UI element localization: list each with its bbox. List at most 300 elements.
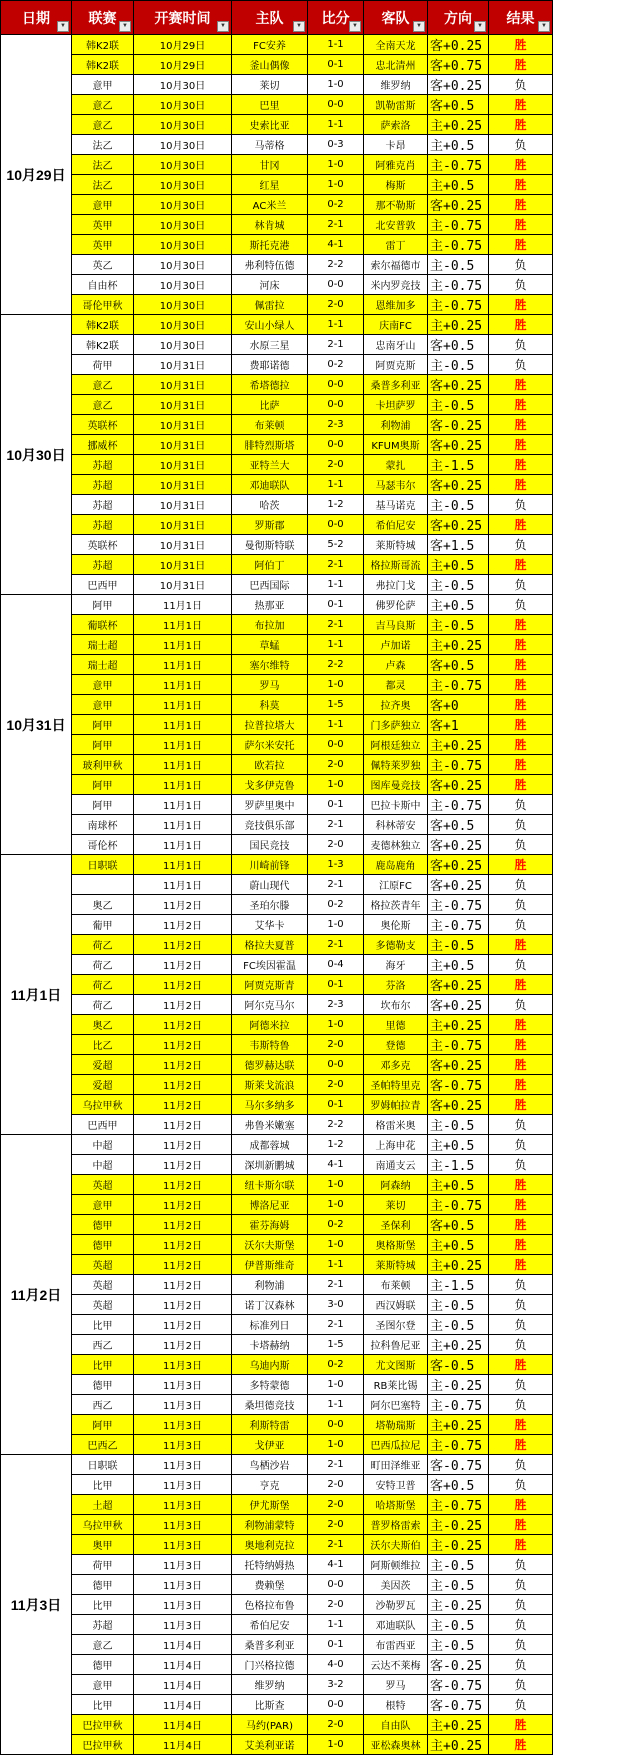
cell-away-team: 莱切 (364, 1195, 428, 1215)
cell-home-team: 利物浦蒙特 (232, 1515, 308, 1535)
table-row (1, 415, 553, 435)
cell-date: 10月29日 (1, 35, 72, 315)
cell-score: 2-0 (308, 1595, 364, 1615)
cell-home-team: 邓迪联队 (232, 475, 308, 495)
cell-result: 负 (489, 1375, 553, 1395)
table-row (1, 615, 553, 635)
cell-direction: 主-0.75 (428, 1195, 489, 1215)
cell-time: 11月2日 (134, 935, 232, 955)
cell-result: 负 (489, 1575, 553, 1595)
cell-score: 2-1 (308, 555, 364, 575)
cell-league: 阿甲 (72, 795, 134, 815)
cell-league: 荷乙 (72, 995, 134, 1015)
cell-time: 11月4日 (134, 1635, 232, 1655)
cell-score: 0-0 (308, 1055, 364, 1075)
filter-dropdown-icon[interactable]: ▼ (413, 21, 425, 32)
cell-league: 阿甲 (72, 735, 134, 755)
cell-result: 负 (489, 835, 553, 855)
cell-home-team: 河床 (232, 275, 308, 295)
cell-league: 葡联杯 (72, 615, 134, 635)
cell-league: 英联杯 (72, 415, 134, 435)
cell-result: 胜 (489, 1015, 553, 1035)
table-row (1, 335, 553, 355)
cell-direction: 主+0.25 (428, 635, 489, 655)
cell-result: 胜 (489, 1715, 553, 1735)
cell-direction: 主-0.25 (428, 1595, 489, 1615)
table-row (1, 875, 553, 895)
filter-dropdown-icon[interactable]: ▼ (349, 21, 361, 32)
cell-direction: 客+1.5 (428, 535, 489, 555)
cell-score: 1-1 (308, 475, 364, 495)
cell-direction: 主-0.75 (428, 1035, 489, 1055)
cell-home-team: 莱切 (232, 75, 308, 95)
cell-time: 11月3日 (134, 1555, 232, 1575)
table-row (1, 295, 553, 315)
cell-away-team: 布雷西亚 (364, 1635, 428, 1655)
cell-score: 1-0 (308, 1175, 364, 1195)
cell-time: 11月1日 (134, 715, 232, 735)
cell-result: 胜 (489, 375, 553, 395)
cell-score: 4-1 (308, 235, 364, 255)
cell-away-team: 圣图尔登 (364, 1315, 428, 1335)
cell-home-team: 戈多伊克鲁 (232, 775, 308, 795)
cell-time: 11月2日 (134, 1255, 232, 1275)
cell-direction: 客-0.75 (428, 1075, 489, 1095)
cell-time: 10月30日 (134, 275, 232, 295)
table-row (1, 1515, 553, 1535)
table-row (1, 1015, 553, 1035)
cell-time: 11月2日 (134, 1115, 232, 1135)
cell-result: 胜 (489, 1515, 553, 1535)
cell-league: 中超 (72, 1155, 134, 1175)
cell-league: 西乙 (72, 1395, 134, 1415)
cell-score: 1-5 (308, 695, 364, 715)
cell-away-team: 弗拉门戈 (364, 575, 428, 595)
cell-result: 胜 (489, 395, 553, 415)
cell-direction: 主-1.5 (428, 1155, 489, 1175)
cell-time: 11月4日 (134, 1675, 232, 1695)
cell-away-team: 佛罗伦萨 (364, 595, 428, 615)
cell-score: 0-4 (308, 955, 364, 975)
cell-home-team: 亚特兰大 (232, 455, 308, 475)
cell-score: 1-1 (308, 575, 364, 595)
cell-away-team: 邓多克 (364, 1055, 428, 1075)
cell-away-team: 登德 (364, 1035, 428, 1055)
cell-time: 10月30日 (134, 115, 232, 135)
cell-home-team: 塞尔维特 (232, 655, 308, 675)
cell-league: 德甲 (72, 1375, 134, 1395)
cell-away-team: 恩维加多 (364, 295, 428, 315)
cell-home-team: 戈伊亚 (232, 1435, 308, 1455)
filter-dropdown-icon[interactable]: ▼ (538, 21, 550, 32)
cell-league: 挪威杯 (72, 435, 134, 455)
cell-time: 10月31日 (134, 475, 232, 495)
cell-score: 0-1 (308, 975, 364, 995)
header-date: 日期 ▼ (1, 1, 72, 35)
cell-result: 胜 (489, 1055, 553, 1075)
cell-direction: 主-0.5 (428, 1295, 489, 1315)
cell-time: 11月1日 (134, 735, 232, 755)
cell-league: 阿甲 (72, 715, 134, 735)
table-row (1, 1635, 553, 1655)
table-row (1, 735, 553, 755)
cell-home-team: 桑坦德竞技 (232, 1395, 308, 1415)
cell-result: 胜 (489, 675, 553, 695)
cell-time: 11月2日 (134, 1135, 232, 1155)
cell-home-team: 奥地利克拉 (232, 1535, 308, 1555)
cell-away-team: 巴西瓜拉尼 (364, 1435, 428, 1455)
table-row (1, 935, 553, 955)
cell-direction: 主-0.75 (428, 215, 489, 235)
cell-direction: 客+0.25 (428, 835, 489, 855)
cell-league: 意甲 (72, 195, 134, 215)
cell-direction: 主+0.25 (428, 1715, 489, 1735)
cell-score: 2-1 (308, 875, 364, 895)
table-row (1, 395, 553, 415)
cell-result: 胜 (489, 1535, 553, 1555)
cell-result: 胜 (489, 1255, 553, 1275)
cell-time: 11月3日 (134, 1475, 232, 1495)
cell-direction: 主-0.75 (428, 155, 489, 175)
cell-home-team: 格拉夫夏普 (232, 935, 308, 955)
table-row (1, 1555, 553, 1575)
cell-time: 11月3日 (134, 1455, 232, 1475)
cell-direction: 客-0.75 (428, 1695, 489, 1715)
cell-away-team: 莱斯特城 (364, 535, 428, 555)
table-row (1, 815, 553, 835)
cell-away-team: 沃尔夫斯伯 (364, 1535, 428, 1555)
filter-dropdown-icon[interactable]: ▼ (119, 21, 131, 32)
cell-time: 11月1日 (134, 635, 232, 655)
cell-time: 10月30日 (134, 235, 232, 255)
cell-score: 0-0 (308, 1415, 364, 1435)
cell-home-team: 维罗纳 (232, 1675, 308, 1695)
cell-time: 10月31日 (134, 355, 232, 375)
cell-league: 英乙 (72, 255, 134, 275)
cell-direction: 主-1.5 (428, 455, 489, 475)
table-row (1, 1195, 553, 1215)
cell-direction: 客+0.25 (428, 515, 489, 535)
cell-home-team: 水原三星 (232, 335, 308, 355)
table-row (1, 475, 553, 495)
cell-away-team: 卡昂 (364, 135, 428, 155)
cell-home-team: 腓特烈斯塔 (232, 435, 308, 455)
cell-result: 胜 (489, 215, 553, 235)
cell-time: 11月3日 (134, 1375, 232, 1395)
cell-home-team: 热那亚 (232, 595, 308, 615)
cell-score: 2-3 (308, 415, 364, 435)
cell-score: 1-0 (308, 915, 364, 935)
table-row (1, 1735, 553, 1755)
cell-time: 11月2日 (134, 995, 232, 1015)
cell-away-team: 图库曼竞技 (364, 775, 428, 795)
cell-home-team: 欧若拉 (232, 755, 308, 775)
cell-direction: 主+0.25 (428, 1255, 489, 1275)
cell-direction: 主+0.5 (428, 1175, 489, 1195)
cell-result: 负 (489, 1635, 553, 1655)
cell-direction: 主-0.75 (428, 275, 489, 295)
cell-direction: 客-0.75 (428, 1675, 489, 1695)
cell-score: 2-0 (308, 455, 364, 475)
cell-time: 10月31日 (134, 495, 232, 515)
table-row (1, 1415, 553, 1435)
table-row (1, 195, 553, 215)
table-row (1, 895, 553, 915)
cell-league: 苏超 (72, 475, 134, 495)
cell-direction: 主-0.5 (428, 1315, 489, 1335)
cell-result: 胜 (489, 695, 553, 715)
cell-home-team: 曼彻斯特联 (232, 535, 308, 555)
table-row (1, 1115, 553, 1135)
cell-away-team: 里德 (364, 1015, 428, 1035)
cell-score: 1-1 (308, 115, 364, 135)
cell-time: 11月1日 (134, 755, 232, 775)
table-row (1, 1475, 553, 1495)
cell-away-team: 上海申花 (364, 1135, 428, 1155)
cell-result: 胜 (489, 415, 553, 435)
cell-time: 10月30日 (134, 75, 232, 95)
cell-score: 1-0 (308, 1195, 364, 1215)
table-row (1, 515, 553, 535)
cell-away-team: 西汉姆联 (364, 1295, 428, 1315)
cell-home-team: 蔚山现代 (232, 875, 308, 895)
cell-time: 11月1日 (134, 615, 232, 635)
cell-date: 10月30日 (1, 315, 72, 595)
cell-score: 1-0 (308, 675, 364, 695)
cell-league: 英甲 (72, 215, 134, 235)
cell-league: 南球杯 (72, 815, 134, 835)
cell-away-team: 全南天龙 (364, 35, 428, 55)
cell-time: 11月4日 (134, 1655, 232, 1675)
cell-result: 负 (489, 1455, 553, 1475)
filter-dropdown-icon[interactable]: ▼ (57, 21, 69, 32)
cell-score: 1-1 (308, 1255, 364, 1275)
cell-home-team: 巴里 (232, 95, 308, 115)
cell-home-team: 釜山偶像 (232, 55, 308, 75)
cell-direction: 主-0.5 (428, 1555, 489, 1575)
cell-away-team: 自由队 (364, 1715, 428, 1735)
cell-home-team: 博洛尼亚 (232, 1195, 308, 1215)
cell-home-team: 门兴格拉德 (232, 1655, 308, 1675)
cell-away-team: 阿根廷独立 (364, 735, 428, 755)
table-row (1, 315, 553, 335)
cell-time: 11月3日 (134, 1395, 232, 1415)
cell-direction: 主-0.5 (428, 575, 489, 595)
cell-score: 0-2 (308, 895, 364, 915)
cell-direction: 主-0.5 (428, 935, 489, 955)
filter-dropdown-icon[interactable]: ▼ (293, 21, 305, 32)
table-row (1, 115, 553, 135)
cell-score: 0-1 (308, 1635, 364, 1655)
table-row (1, 1395, 553, 1415)
cell-score: 4-1 (308, 1555, 364, 1575)
cell-score: 0-1 (308, 595, 364, 615)
cell-league: 奥甲 (72, 1535, 134, 1555)
cell-time: 11月4日 (134, 1735, 232, 1755)
cell-home-team: 希塔德拉 (232, 375, 308, 395)
cell-direction: 主-0.5 (428, 1115, 489, 1135)
cell-home-team: 布拉加 (232, 615, 308, 635)
cell-time: 10月30日 (134, 175, 232, 195)
filter-dropdown-icon[interactable]: ▼ (217, 21, 229, 32)
cell-home-team: 霍芬海姆 (232, 1215, 308, 1235)
cell-score: 1-1 (308, 35, 364, 55)
cell-result: 胜 (489, 95, 553, 115)
cell-home-team: 弗利特伍德 (232, 255, 308, 275)
filter-dropdown-icon[interactable]: ▼ (474, 21, 486, 32)
cell-time: 11月2日 (134, 1015, 232, 1035)
cell-league: 阿甲 (72, 1415, 134, 1435)
cell-away-team: 基马诺克 (364, 495, 428, 515)
table-row (1, 1335, 553, 1355)
cell-away-team: 佩特莱罗独 (364, 755, 428, 775)
cell-direction: 主+0.25 (428, 1735, 489, 1755)
cell-score: 2-0 (308, 1075, 364, 1095)
cell-direction: 客+0.5 (428, 1475, 489, 1495)
cell-result: 胜 (489, 975, 553, 995)
cell-home-team: 伊普斯维奇 (232, 1255, 308, 1275)
cell-home-team: 川崎前锋 (232, 855, 308, 875)
table-row (1, 555, 553, 575)
cell-league: 苏超 (72, 515, 134, 535)
cell-away-team: 南通支云 (364, 1155, 428, 1175)
cell-league: 意乙 (72, 1635, 134, 1655)
cell-away-team: 邓迪联队 (364, 1615, 428, 1635)
cell-direction: 主-0.5 (428, 255, 489, 275)
table-row (1, 155, 553, 175)
cell-time: 11月2日 (134, 975, 232, 995)
cell-score: 0-1 (308, 1095, 364, 1115)
cell-home-team: 草蜢 (232, 635, 308, 655)
cell-direction: 客+0.25 (428, 875, 489, 895)
cell-league: 比甲 (72, 1695, 134, 1715)
cell-result: 胜 (489, 855, 553, 875)
cell-away-team: 格拉茨青年 (364, 895, 428, 915)
cell-result: 负 (489, 575, 553, 595)
cell-result: 胜 (489, 655, 553, 675)
cell-home-team: 德罗赫达联 (232, 1055, 308, 1075)
cell-time: 11月2日 (134, 915, 232, 935)
cell-time: 10月31日 (134, 435, 232, 455)
cell-league: 乌拉甲秋 (72, 1515, 134, 1535)
cell-direction: 主-0.5 (428, 355, 489, 375)
cell-away-team: 哈塔斯堡 (364, 1495, 428, 1515)
table-row (1, 255, 553, 275)
cell-time: 10月30日 (134, 195, 232, 215)
cell-league: 阿甲 (72, 775, 134, 795)
cell-away-team: 阿森纳 (364, 1175, 428, 1195)
table-row (1, 1575, 553, 1595)
cell-home-team: 希伯尼安 (232, 1615, 308, 1635)
cell-result: 胜 (489, 755, 553, 775)
cell-time: 10月29日 (134, 55, 232, 75)
table-row (1, 595, 553, 615)
cell-away-team: 庆南FC (364, 315, 428, 335)
cell-home-team: 色格拉布鲁 (232, 1595, 308, 1615)
cell-away-team: 维罗纳 (364, 75, 428, 95)
cell-score: 1-1 (308, 1615, 364, 1635)
cell-result: 胜 (489, 1035, 553, 1055)
cell-direction: 客+0.25 (428, 375, 489, 395)
cell-time: 10月30日 (134, 295, 232, 315)
table-row (1, 635, 553, 655)
cell-direction: 主-0.75 (428, 235, 489, 255)
cell-direction: 主-0.75 (428, 1495, 489, 1515)
cell-direction: 客+0.25 (428, 975, 489, 995)
cell-result: 负 (489, 955, 553, 975)
table-row (1, 175, 553, 195)
cell-score: 4-1 (308, 1155, 364, 1175)
cell-time: 11月2日 (134, 1075, 232, 1095)
cell-away-team: 海牙 (364, 955, 428, 975)
table-row (1, 1715, 553, 1735)
cell-time: 11月2日 (134, 1155, 232, 1175)
cell-direction: 客+0.5 (428, 815, 489, 835)
table-row (1, 35, 553, 55)
table-row (1, 55, 553, 75)
cell-time: 11月2日 (134, 1215, 232, 1235)
cell-time: 11月1日 (134, 855, 232, 875)
cell-home-team: 韦斯特鲁 (232, 1035, 308, 1055)
cell-away-team: 蒙扎 (364, 455, 428, 475)
cell-time: 10月31日 (134, 535, 232, 555)
cell-result: 胜 (489, 1735, 553, 1755)
cell-result: 负 (489, 1615, 553, 1635)
cell-result: 负 (489, 255, 553, 275)
cell-away-team: 阿贾克斯 (364, 355, 428, 375)
cell-score: 0-2 (308, 1355, 364, 1375)
cell-time: 11月2日 (134, 1055, 232, 1075)
cell-result: 负 (489, 1295, 553, 1315)
cell-score: 1-3 (308, 855, 364, 875)
table-row (1, 75, 553, 95)
cell-league: 比甲 (72, 1475, 134, 1495)
cell-score: 2-0 (308, 1475, 364, 1495)
table-row (1, 135, 553, 155)
cell-away-team: 雷丁 (364, 235, 428, 255)
cell-score: 2-1 (308, 1535, 364, 1555)
cell-result: 负 (489, 1115, 553, 1135)
cell-direction: 主+0.25 (428, 315, 489, 335)
cell-direction: 客+0.25 (428, 775, 489, 795)
cell-result: 胜 (489, 1095, 553, 1115)
cell-home-team: 诺丁汉森林 (232, 1295, 308, 1315)
table-row (1, 1055, 553, 1075)
cell-home-team: 利物浦 (232, 1275, 308, 1295)
cell-result: 胜 (489, 475, 553, 495)
cell-home-team: 比萨 (232, 395, 308, 415)
cell-home-team: 巴西国际 (232, 575, 308, 595)
cell-time: 10月31日 (134, 455, 232, 475)
cell-score: 2-0 (308, 295, 364, 315)
cell-result: 胜 (489, 435, 553, 455)
table-row (1, 1615, 553, 1635)
cell-direction: 客-0.25 (428, 1655, 489, 1675)
header-result: 结果 ▼ (489, 1, 553, 35)
cell-away-team: 米内罗竞技 (364, 275, 428, 295)
cell-direction: 主+0.5 (428, 1235, 489, 1255)
cell-away-team: 萨索洛 (364, 115, 428, 135)
cell-away-team: 圣帕特里克 (364, 1075, 428, 1095)
cell-result: 胜 (489, 195, 553, 215)
cell-score: 4-0 (308, 1655, 364, 1675)
cell-result: 负 (489, 1155, 553, 1175)
cell-away-team: 塔勒瑞斯 (364, 1415, 428, 1435)
cell-away-team: 卡坦萨罗 (364, 395, 428, 415)
cell-league: 意甲 (72, 1195, 134, 1215)
cell-away-team: 希伯尼安 (364, 515, 428, 535)
table-row (1, 835, 553, 855)
